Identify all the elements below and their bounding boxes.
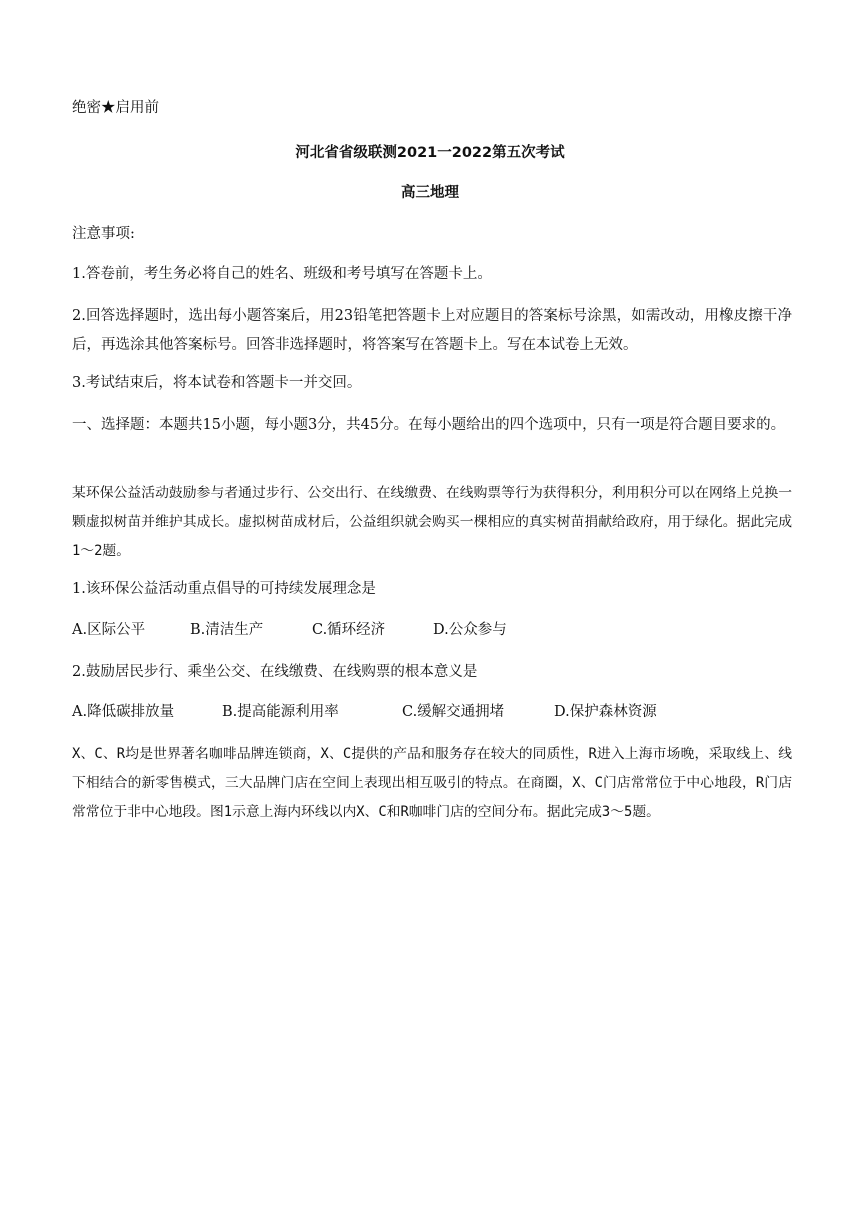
question-2-stem: 2.鼓励居民步行、乘坐公交、在线缴费、在线购票的根本意义是 bbox=[72, 664, 478, 680]
q2-option-b[interactable]: B.提高能源利用率 bbox=[222, 704, 339, 720]
q1-option-b[interactable]: B.清洁生产 bbox=[190, 622, 264, 638]
passage-2: X、C、R均是世界著名咖啡品牌连锁商，X、C提供的产品和服务存在较大的同质性，R进入上海市场晚，采取线上、线下相结合的新零售模式，三大品牌门店在空间上表现出相互吸引的特点。在商圈，X、C门店常常位于中心地段，R门店常常位于非中心地段。图1示意上海内环线以内X、C和R咖啡门店的空间分布。据此完成3～5题。 bbox=[72, 746, 792, 820]
q2-option-d[interactable]: D.保护森林资源 bbox=[554, 704, 657, 720]
notice-item-2: 2.回答选择题时，选出每小题答案后，用23铅笔把答题卡上对应题目的答案标号涂黑，如需改动，用橡皮擦干净后，再选涂其他答案标号。回答非选择题时，将答案写在答题卡上。写在本试卷上无效。 bbox=[72, 308, 792, 353]
exam-subject: 高三地理 bbox=[401, 185, 459, 201]
question-2-options bbox=[72, 700, 792, 725]
q2-option-c[interactable]: C.缓解交通拥堵 bbox=[402, 704, 505, 720]
confidential-label: 绝密★启用前 bbox=[72, 100, 159, 116]
passage-1: 某环保公益活动鼓励参与者通过步行、公交出行、在线缴费、在线购票等行为获得积分，利用积分可以在网络上兑换一颗虚拟树苗并维护其成长。虚拟树苗成材后，公益组织就会购买一棵相应的真实树苗捐献给政府，用于绿化。据此完成1～2题。 bbox=[72, 485, 792, 559]
q1-option-a[interactable]: A.区际公平 bbox=[72, 622, 146, 638]
q1-option-d[interactable]: D.公众参与 bbox=[433, 622, 507, 638]
q1-option-c[interactable]: C.循环经济 bbox=[312, 622, 386, 638]
question-1-options bbox=[72, 618, 792, 643]
q2-option-a[interactable]: A.降低碳排放量 bbox=[72, 704, 175, 720]
exam-title: 河北省省级联测2021一2022第五次考试 bbox=[295, 145, 565, 161]
question-1-stem: 1.该环保公益活动重点倡导的可持续发展理念是 bbox=[72, 581, 376, 597]
notice-heading: 注意事项: bbox=[72, 226, 135, 242]
notice-item-1: 1.答卷前，考生务必将自己的姓名、班级和考号填写在答题卡上。 bbox=[72, 266, 492, 282]
section-1-instructions: 一、选择题：本题共15小题，每小题3分，共45分。在每小题给出的四个选项中，只有一项是符合题目要求的。 bbox=[72, 417, 786, 433]
notice-item-3: 3.考试结束后，将本试卷和答题卡一并交回。 bbox=[72, 375, 362, 391]
